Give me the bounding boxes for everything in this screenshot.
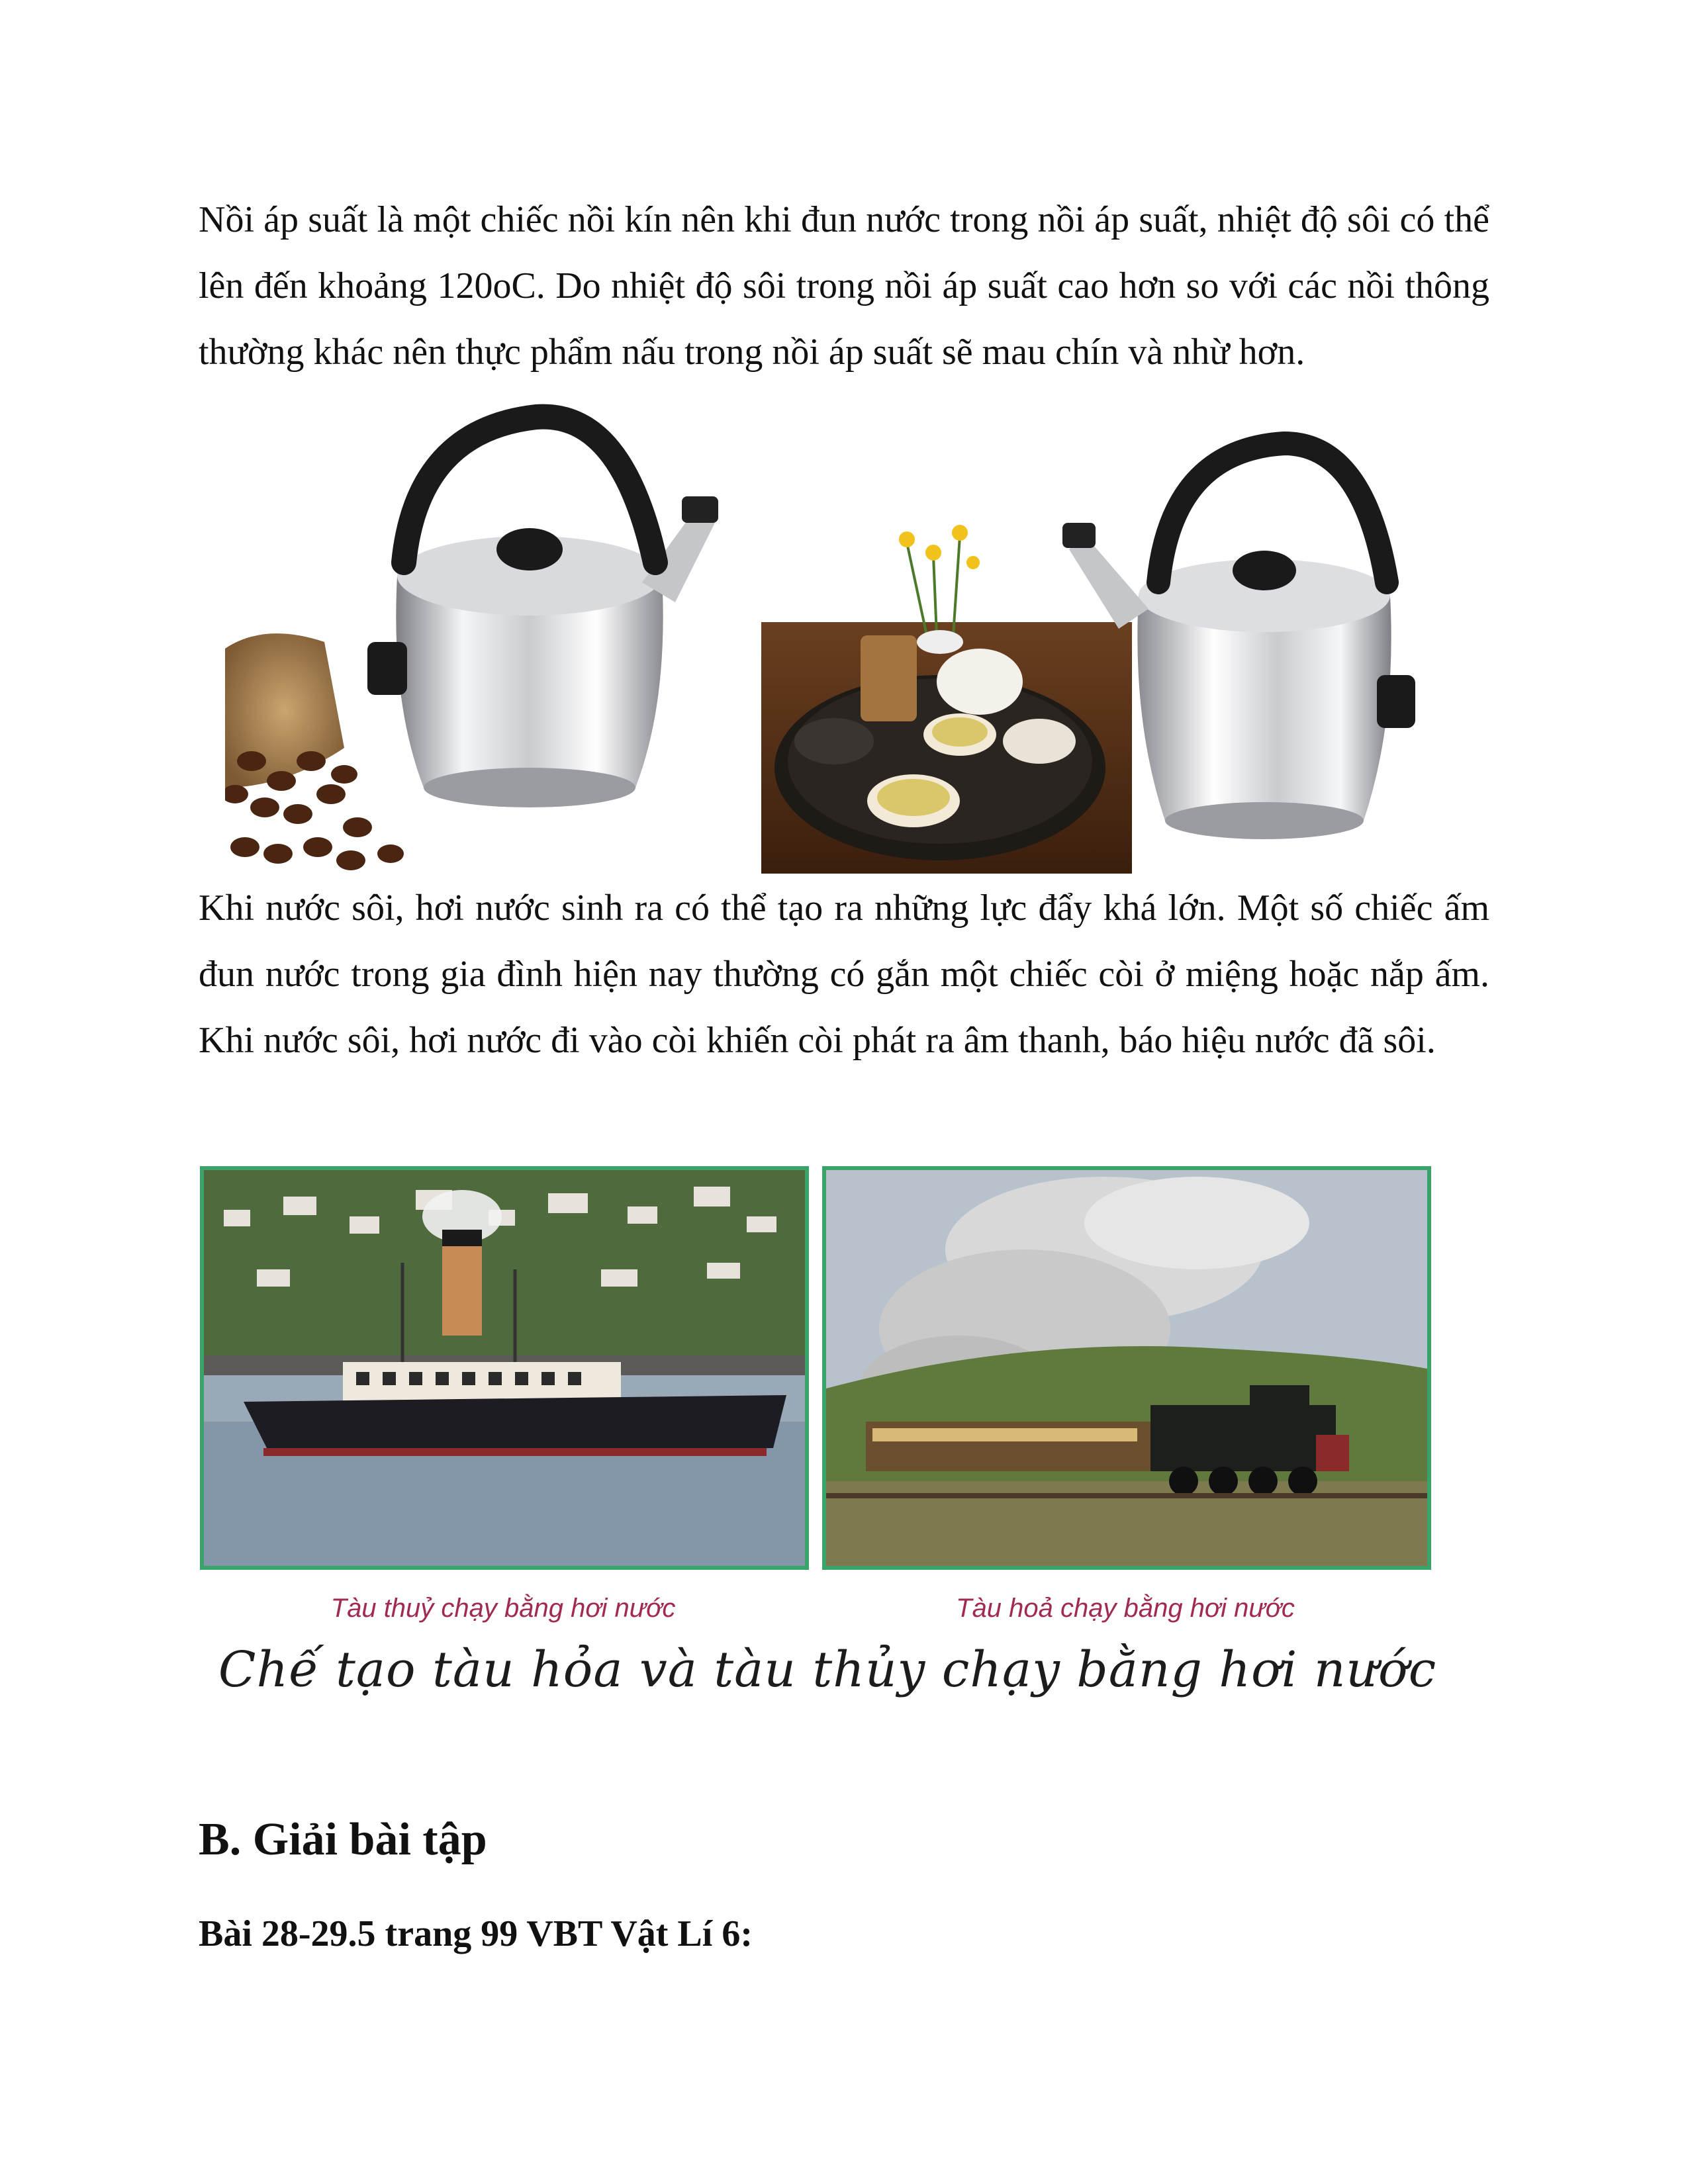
- steam-train-image: [822, 1166, 1431, 1570]
- kettle-tea-illustration: [761, 424, 1417, 874]
- section-heading: B. Giải bài tập: [199, 1814, 487, 1865]
- steam-train-illustration: [826, 1170, 1427, 1566]
- paragraph-pressure-cooker: Nồi áp suất là một chiếc nồi kín nên khi đun nước trong nồi áp suất, nhiệt độ sôi có thể lên đến khoảng 120oC. Do nhiệt độ sôi trong nồi áp suất cao hơn so với các nồi thông thường khác nên thực phẩm nấu trong nồi áp suất sẽ mau chín và nhừ hơn.: [199, 199, 1489, 373]
- train-caption: Tàu hoả chạy bằng hơi nước: [956, 1594, 1295, 1623]
- ship-caption: Tàu thuỷ chạy bằng hơi nước: [330, 1594, 676, 1623]
- kettle-coffee-illustration: [225, 390, 755, 874]
- steam-ship-image: [200, 1166, 809, 1570]
- figure-main-caption: Chế tạo tàu hỏa và tàu thủy chạy bằng hơi nước: [218, 1641, 1437, 1698]
- paragraph-kettle-whistle: Khi nước sôi, hơi nước sinh ra có thể tạo ra những lực đẩy khá lớn. Một số chiếc ấm đun nước trong gia đình hiện nay thường có gắn một chiếc còi ở miệng hoặc nắp ấm. Khi nước sôi, hơi nước đi vào còi khiến còi phát ra âm thanh, báo hiệu nước đã sôi.: [199, 887, 1489, 1061]
- exercise-title: Bài 28-29.5 trang 99 VBT Vật Lí 6:: [199, 1913, 753, 1954]
- kettle-coffee-image: [225, 390, 755, 874]
- kettle-tea-image: [761, 424, 1417, 874]
- steam-ship-illustration: [204, 1170, 805, 1566]
